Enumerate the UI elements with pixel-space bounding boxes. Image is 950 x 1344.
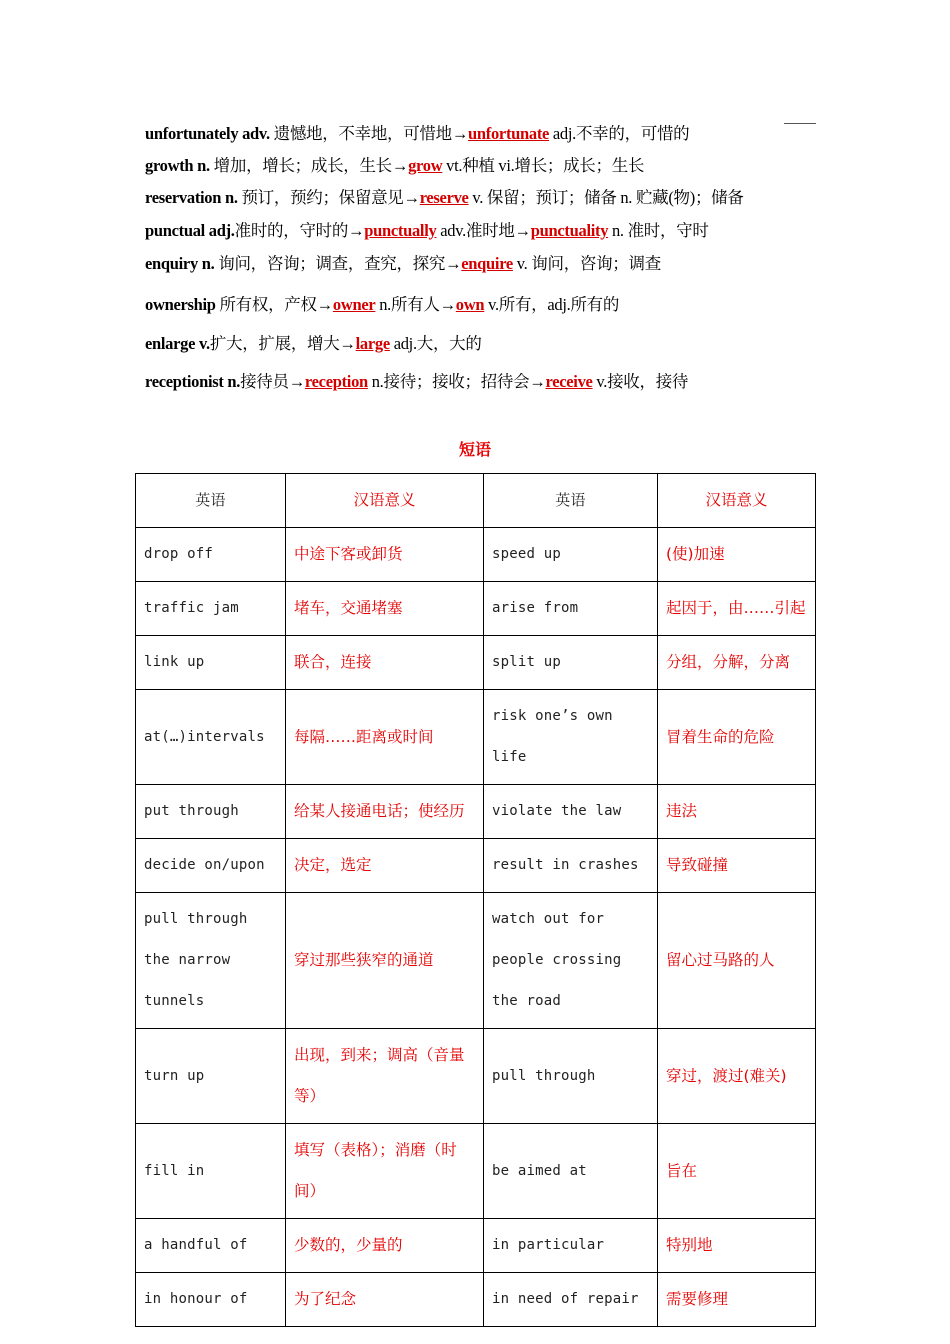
definition-text: 询问，咨询；调查，查究，探究→: [214, 254, 462, 273]
chinese-meaning: 给某人接通电话；使经历: [286, 785, 484, 839]
definition-text: 增加，增长；成长，生长→: [209, 156, 409, 175]
english-phrase: decide on/upon: [136, 839, 286, 893]
chinese-meaning: 决定，选定: [286, 839, 484, 893]
definition-text: n. 准时，守时: [608, 221, 709, 240]
english-phrase: at(…)intervals: [136, 690, 286, 785]
chinese-meaning: 留心过马路的人: [658, 893, 816, 1029]
phrases-heading: 短语: [458, 440, 491, 459]
english-phrase: turn up: [136, 1029, 286, 1124]
headword: ownership: [145, 295, 216, 314]
headword: enquiry n.: [145, 254, 215, 273]
definition-text: n.所有人→: [375, 295, 456, 314]
english-phrase: a handful of: [136, 1219, 286, 1273]
chinese-meaning: 穿过那些狭窄的通道: [286, 893, 484, 1029]
table-row: [136, 839, 816, 893]
header-chinese-2: 汉语意义: [658, 474, 816, 528]
derived-word: receive: [545, 372, 593, 391]
chinese-meaning: 出现，到来；调高（音量等）: [286, 1029, 484, 1124]
english-phrase: split up: [484, 636, 658, 690]
english-phrase: violate the law: [484, 785, 658, 839]
english-phrase: in honour of: [136, 1273, 286, 1327]
english-phrase: result in crashes: [484, 839, 658, 893]
headword: enlarge v.: [145, 334, 210, 353]
definition-text: adj.大，大的: [389, 334, 482, 353]
table-header-row: [136, 474, 816, 528]
english-phrase: speed up: [484, 528, 658, 582]
chinese-meaning: 冒着生命的危险: [658, 690, 816, 785]
definition-text: v. 询问，咨询；调查: [512, 254, 661, 273]
definition-text: v.所有，adj.所有的: [484, 295, 620, 314]
english-phrase: arise from: [484, 582, 658, 636]
table-row: [136, 1273, 816, 1327]
table-row: [136, 1124, 816, 1219]
vocab-entry: [145, 184, 744, 208]
definition-text: adv.准时地→: [436, 221, 531, 240]
english-phrase: traffic jam: [136, 582, 286, 636]
chinese-meaning: 填写（表格）；消磨（时间）: [286, 1124, 484, 1219]
vocab-entry: [145, 250, 661, 274]
derived-word: large: [355, 334, 390, 353]
vocab-entry: [145, 217, 709, 241]
derived-word: own: [455, 295, 485, 314]
headword: punctual adj.: [145, 221, 235, 240]
definition-text: v.接收，接待: [592, 372, 689, 391]
derived-word: owner: [332, 295, 376, 314]
vocab-entry: [145, 152, 644, 176]
english-phrase: fill in: [136, 1124, 286, 1219]
table-row: [136, 1029, 816, 1124]
chinese-meaning: 堵车，交通堵塞: [286, 582, 484, 636]
table-row: [136, 785, 816, 839]
chinese-meaning: 导致碰撞: [658, 839, 816, 893]
definition-text: 扩大，扩展，增大→: [209, 334, 356, 353]
derived-word: grow: [408, 156, 443, 175]
derived-word: reserve: [419, 188, 469, 207]
table-row: [136, 1219, 816, 1273]
definition-text: vt.种植 vi.增长；成长；生长: [442, 156, 645, 175]
header-english-1: 英语: [136, 474, 286, 528]
chinese-meaning: 少数的，少量的: [286, 1219, 484, 1273]
definition-text: n.接待；接收；招待会→: [367, 372, 546, 391]
chinese-meaning: 旨在: [658, 1124, 816, 1219]
header-english-2: 英语: [484, 474, 658, 528]
header-chinese-1: 汉语意义: [286, 474, 484, 528]
english-phrase: be aimed at: [484, 1124, 658, 1219]
headword: unfortunately adv.: [145, 124, 270, 143]
derived-word: reception: [304, 372, 368, 391]
phrases-table: [135, 473, 816, 1327]
chinese-meaning: 每隔……距离或时间: [286, 690, 484, 785]
vocab-entry: [145, 291, 619, 315]
header-rule: [784, 123, 816, 124]
chinese-meaning: 违法: [658, 785, 816, 839]
chinese-meaning: 为了纪念: [286, 1273, 484, 1327]
english-phrase: pull through the narrow tunnels: [136, 893, 286, 1029]
derived-word: unfortunate: [468, 124, 550, 143]
table-row: [136, 582, 816, 636]
headword: receptionist n.: [145, 372, 241, 391]
english-phrase: pull through: [484, 1029, 658, 1124]
table-row: [136, 690, 816, 785]
definition-text: adj.不幸的，可惜的: [549, 124, 690, 143]
derived-word: enquire: [461, 254, 513, 273]
table-row: [136, 528, 816, 582]
vocab-entry: [145, 368, 688, 392]
definition-text: v. 保留；预订；储备 n. 贮藏(物)；储备: [468, 188, 744, 207]
headword: reservation n.: [145, 188, 238, 207]
table-row: [136, 893, 816, 1029]
headword: growth n.: [145, 156, 210, 175]
vocab-entry: [145, 330, 482, 354]
definition-text: 接待员→: [240, 372, 305, 391]
chinese-meaning: 需要修理: [658, 1273, 816, 1327]
english-phrase: watch out for people crossing the road: [484, 893, 658, 1029]
definition-text: 所有权，产权→: [215, 295, 333, 314]
derived-word: punctually: [364, 221, 437, 240]
chinese-meaning: 穿过，渡过(难关): [658, 1029, 816, 1124]
english-phrase: drop off: [136, 528, 286, 582]
chinese-meaning: 特别地: [658, 1219, 816, 1273]
chinese-meaning: 中途下客或卸货: [286, 528, 484, 582]
english-phrase: in particular: [484, 1219, 658, 1273]
chinese-meaning: 联合，连接: [286, 636, 484, 690]
chinese-meaning: 起因于，由……引起: [658, 582, 816, 636]
chinese-meaning: (使)加速: [658, 528, 816, 582]
english-phrase: risk one’s own life: [484, 690, 658, 785]
definition-text: 准时的，守时的→: [234, 221, 365, 240]
english-phrase: link up: [136, 636, 286, 690]
english-phrase: in need of repair: [484, 1273, 658, 1327]
vocab-entry: [145, 120, 689, 144]
table-row: [136, 636, 816, 690]
english-phrase: put through: [136, 785, 286, 839]
definition-text: 预订，预约；保留意见→: [237, 188, 420, 207]
chinese-meaning: 分组，分解，分离: [658, 636, 816, 690]
derived-word: punctuality: [530, 221, 609, 240]
definition-text: 遗憾地，不幸地，可惜地→: [269, 124, 469, 143]
